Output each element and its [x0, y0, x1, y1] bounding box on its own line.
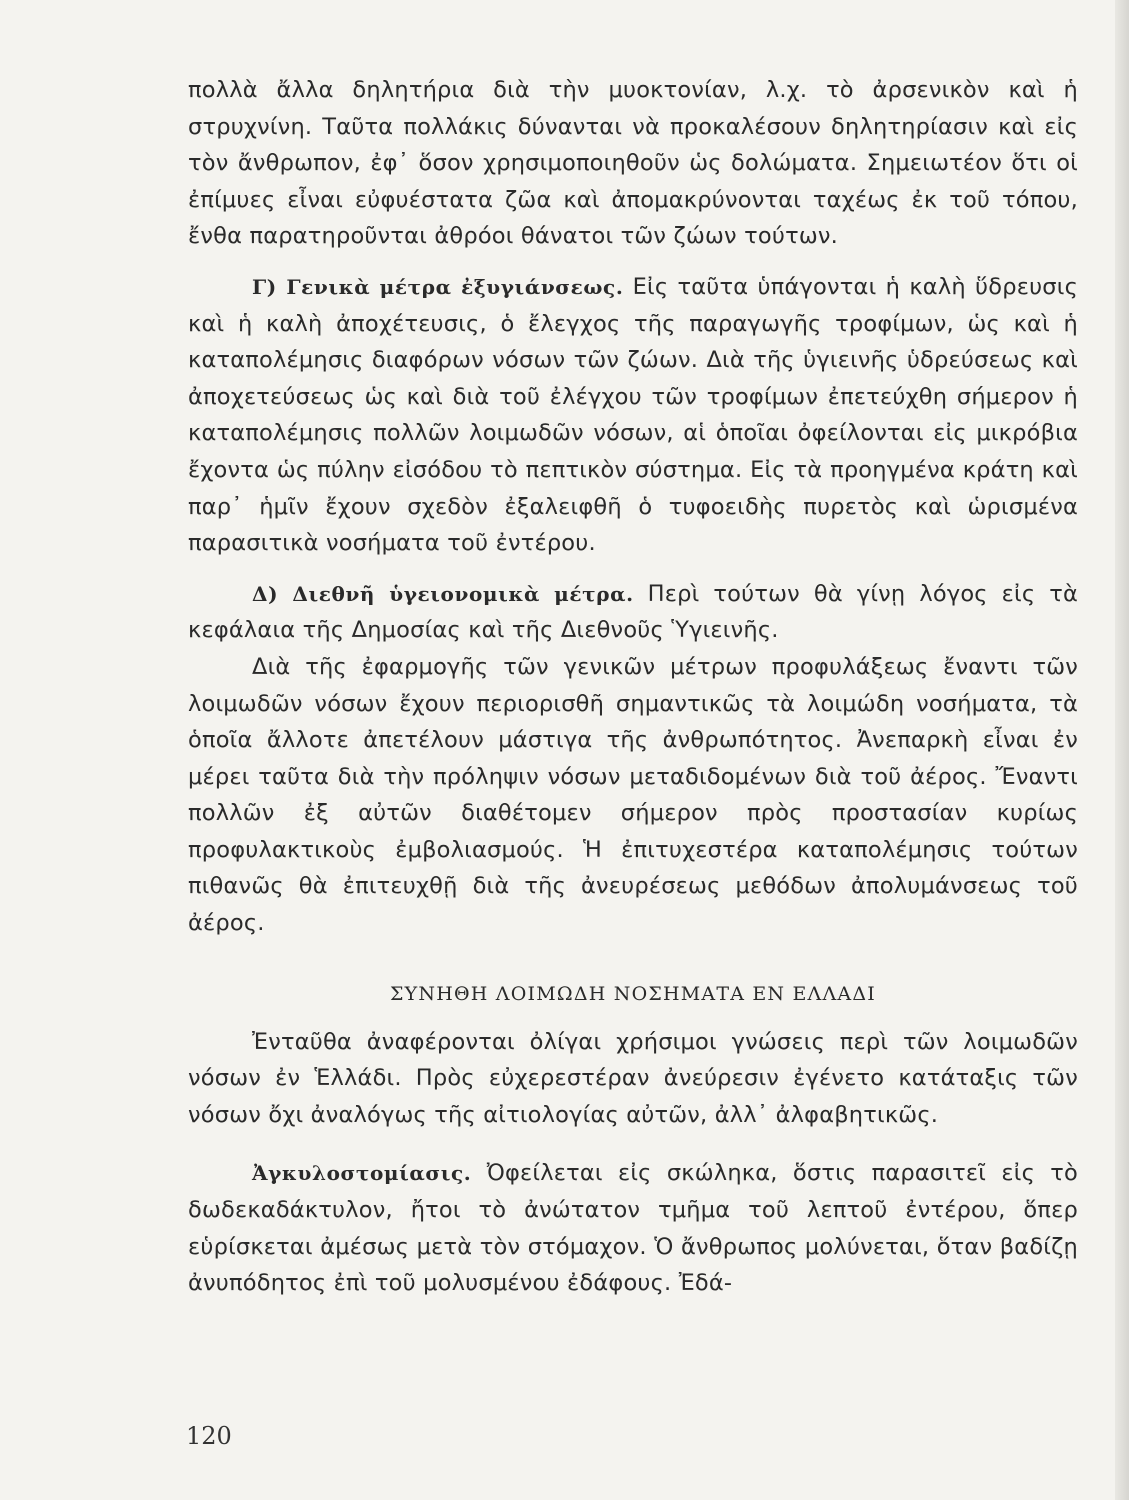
section-title: ΣΥΝΗΘΗ ΛΟΙΜΩΔΗ ΝΟΣΗΜΑΤΑ ΕΝ ΕΛΛΑΔΙ — [390, 982, 876, 1005]
page-edge — [1115, 0, 1129, 1500]
paragraph-general-sanitation — [188, 269, 1078, 562]
paragraph-general-measures-effect: Διὰ τῆς ἐφαρμογῆς τῶν γενικῶν μέτρων προφυλάξεως ἔναντι τῶν λοιμωδῶν νόσων ἔχουν περιορισθῆ σημαντικῶς τὰ λοιμώδη νοσήματα, τὰ ὁποῖα ἄλλοτε ἀπετέλουν μάστιγα τῆς ἀνθρωπότητος. Ἀνεπαρκὴ εἶναι ἐν μέρει ταῦτα διὰ τὴν πρόληψιν νόσων μεταδιδομένων διὰ τοῦ ἀέρος. Ἔναντι πολλῶν ἐξ αὐτῶν διαθέτομεν σήμερον πρὸς προστασίαν κυρίως προφυλακτικοὺς ἐμβολιασμούς. Ἡ ἐπιτυχεστέρα καταπολέμησις τούτων πιθανῶς θὰ ἐπιτευχθῇ διὰ τῆς ἀνευρέσεως μεθόδων ἀπολυμάνσεως τοῦ ἀέρος. — [188, 653, 1078, 937]
run-in-heading-ankylostomiasis: Ἀγκυλοστομίασις. — [252, 1161, 472, 1186]
paragraph-text: Εἰς ταῦτα ὑπάγονται ἡ καλὴ ὕδρευσις καὶ ἡ καλὴ ἀποχέτευσις, ὁ ἔλεγχος τῆς παραγωγῆς τροφίμων, ὡς καὶ ἡ καταπολέμησις διαφόρων νόσων τῶν ζώων. Διὰ τῆς ὑγιεινῆς ὑδρεύσεως καὶ ἀποχετεύσεως ὡς καὶ διὰ τοῦ ἐλέγχου τῶν τροφίμων ἐπετεύχθη σήμερον ἡ καταπολέμησις πολλῶν λοιμωδῶν νόσων, αἱ ὁποῖαι ὀφείλονται εἰς μικρόβια ἔχοντα ὡς πύλην εἰσόδου τὸ πεπτικὸν σύστημα. Εἰς τὰ προηγμένα κράτη καὶ παρ᾽ ἡμῖν ἔχουν σχεδὸν ἐξαλειφθῆ ὁ τυφοειδὴς πυρετὸς καὶ ὡρισμένα παρασιτικὰ νοσήματα τοῦ ἐντέρου. — [188, 273, 1078, 557]
page-number: 120 — [186, 1422, 232, 1450]
run-in-heading-international: Δ) Διεθνῆ ὑγειονομικὰ μέτρα. — [252, 581, 634, 606]
paragraph-international-measures — [188, 576, 1078, 649]
paragraph-ankylostomiasis — [188, 1155, 1078, 1301]
page-content — [188, 72, 1078, 1302]
run-in-heading-sanitation: Γ) Γενικὰ μέτρα ἐξυγιάνσεως. — [252, 274, 624, 299]
paragraph-text: Περὶ τούτων θὰ γίνῃ λόγος εἰς τὰ κεφάλαια τῆς Δημοσίας καὶ τῆς Διεθνοῦς Ὑγιεινῆς. — [188, 580, 1078, 644]
paragraph-rodenticides: πολλὰ ἄλλα δηλητήρια διὰ τὴν μυοκτονίαν, λ.χ. τὸ ἀρσενικὸν καὶ ἡ στρυχνίνη. Ταῦτα πολλάκις δύνανται νὰ προκαλέσουν δηλητηρίασιν καὶ εἰς τὸν ἄνθρωπον, ἐφ᾽ ὅσον χρησιμοποιηθοῦν ὡς δολώματα. Σημειωτέον ὅτι οἱ ἐπίμυες εἶναι εὐφυέστατα ζῶα καὶ ἀπομακρύνονται ταχέως ἐκ τοῦ τόπου, ἔνθα παρατηροῦνται ἀθρόοι θάνατοι τῶν ζώων τούτων. — [188, 77, 1078, 250]
paragraph-text: Ὀφείλεται εἰς σκώληκα, ὅστις παρασιτεῖ εἰς τὸ δωδεκαδάκτυλον, ἤτοι τὸ ἀνώτατον τμῆμα τοῦ λεπτοῦ ἐντέρου, ὅπερ εὑρίσκεται ἀμέσως μετὰ τὸν στόμαχον. Ὁ ἄνθρωπος μολύνεται, ὅταν βαδίζῃ ἀνυπόδητος ἐπὶ τοῦ μολυσμένου ἐδάφους. Ἐδά- — [188, 1160, 1078, 1297]
paragraph-intro-diseases: Ἐνταῦθα ἀναφέρονται ὀλίγαι χρήσιμοι γνώσεις περὶ τῶν λοιμωδῶν νόσων ἐν Ἑλλάδι. Πρὸς εὐχερεστέραν ἀνεύρεσιν ἐγένετο κατάταξις τῶν νόσων ὄχι ἀναλόγως τῆς αἰτιολογίας αὐτῶν, ἀλλ᾽ ἀλφαβητικῶς. — [188, 1028, 1078, 1128]
